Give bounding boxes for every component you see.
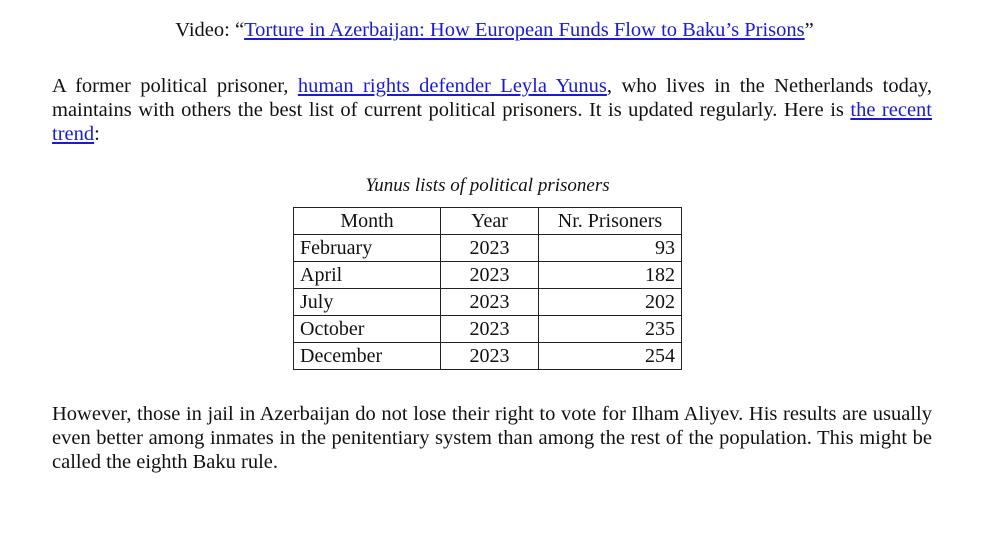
table-row xyxy=(294,289,682,316)
cell-prisoners: 202 xyxy=(539,289,682,316)
cell-month: December xyxy=(294,343,441,370)
table-row xyxy=(294,235,682,262)
intro-text-c: : xyxy=(94,123,100,145)
leyla-yunus-link[interactable]: human rights defender Leyla Yunus xyxy=(297,75,607,97)
cell-prisoners: 93 xyxy=(539,235,682,262)
intro-text-a: A former political prisoner, xyxy=(52,75,298,97)
closing-paragraph: However, those in jail in Azerbaijan do not lose their right to vote for Ilham Aliyev. His results are usually even better among inmates in the penitentiary system than among the rest of the population. This might be called the eighth Baku rule. xyxy=(52,403,932,473)
table-caption: Yunus lists of political prisoners xyxy=(365,175,610,196)
table-header-row xyxy=(294,208,682,235)
video-suffix: ” xyxy=(804,19,814,41)
intro-text-b: , who lives in the Netherlands today, maintains with others the best list of current political prisoners. It is updated regularly. Here is xyxy=(52,75,932,121)
cell-year: 2023 xyxy=(441,262,539,289)
table-row xyxy=(294,316,682,343)
video-link[interactable]: Torture in Azerbaijan: How European Funds Flow to Baku’s Prisons xyxy=(244,19,805,41)
video-prefix: Video: “ xyxy=(175,19,245,41)
cell-prisoners: 254 xyxy=(539,343,682,370)
table-row xyxy=(294,262,682,289)
recent-trend-link[interactable]: the recent trend xyxy=(52,99,932,145)
cell-month: October xyxy=(294,316,441,343)
intro-paragraph xyxy=(52,74,932,146)
header-prisoners: Nr. Prisoners xyxy=(539,208,682,235)
cell-year: 2023 xyxy=(441,235,539,262)
cell-month: April xyxy=(294,262,441,289)
header-year: Year xyxy=(441,208,539,235)
video-line xyxy=(0,16,989,44)
header-month: Month xyxy=(294,208,441,235)
cell-year: 2023 xyxy=(441,289,539,316)
prisoners-table xyxy=(293,207,682,370)
cell-year: 2023 xyxy=(441,316,539,343)
cell-prisoners: 182 xyxy=(539,262,682,289)
cell-year: 2023 xyxy=(441,343,539,370)
cell-month: February xyxy=(294,235,441,262)
cell-prisoners: 235 xyxy=(539,316,682,343)
cell-month: July xyxy=(294,289,441,316)
table-row xyxy=(294,343,682,370)
